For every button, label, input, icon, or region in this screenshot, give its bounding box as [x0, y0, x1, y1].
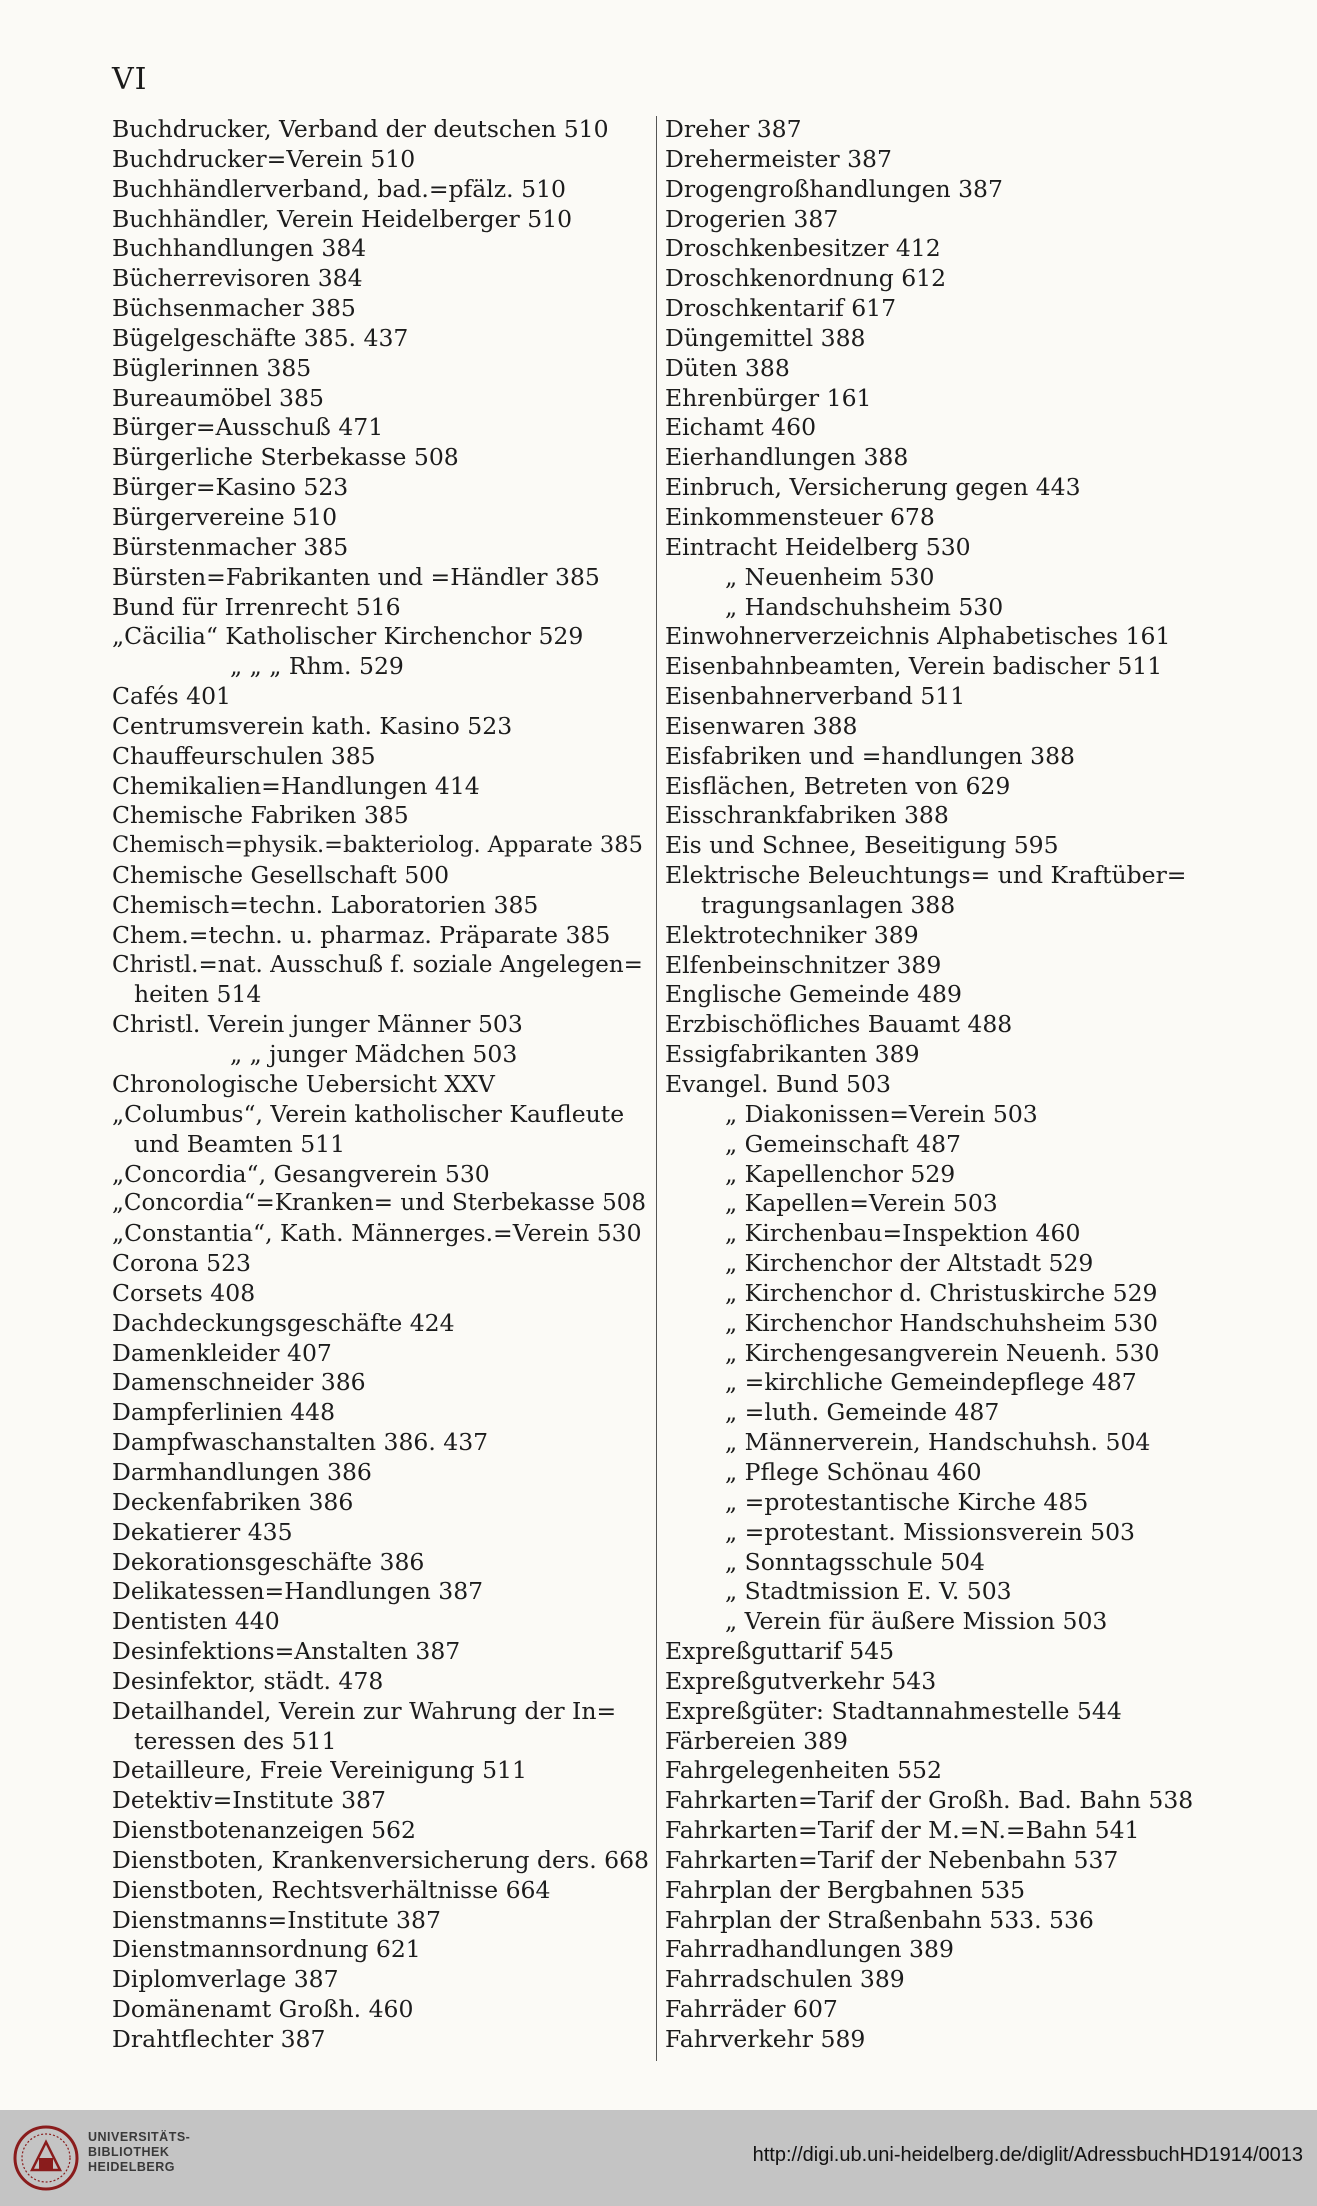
- university-library-seal-icon: [12, 2124, 80, 2192]
- index-entry: Eisschrankfabriken 388: [665, 801, 949, 830]
- footer-bar: [0, 2110, 1317, 2206]
- index-entry: Buchhändler, Verein Heidelberger 510: [112, 204, 573, 233]
- index-entry: „ Sonntagsschule 504: [725, 1547, 985, 1576]
- index-entry: „Cäcilia“ Katholischer Kirchenchor 529: [112, 622, 584, 651]
- index-entry: Eisenbahnbeamten, Verein badischer 511: [665, 652, 1163, 681]
- index-entry: Drogerien 387: [665, 204, 839, 233]
- index-entry: Dienstboten, Krankenversicherung ders. 668: [112, 1845, 649, 1874]
- index-column-left: [112, 115, 652, 2055]
- index-entry: Bürgervereine 510: [112, 502, 338, 531]
- index-entry: Bürsten=Fabrikanten und =Händler 385: [112, 562, 600, 591]
- index-entry: „Concordia“, Gesangverein 530: [112, 1159, 490, 1188]
- index-entry: Evangel. Bund 503: [665, 1070, 891, 1098]
- index-entry: Desinfektor, städt. 478: [112, 1666, 384, 1695]
- index-entry: „Constantia“, Kath. Männerges.=Verein 530: [112, 1219, 642, 1248]
- index-entry: Essigfabrikanten 389: [665, 1040, 920, 1069]
- index-entry: „ Kapellen=Verein 503: [725, 1189, 998, 1218]
- index-entry: Düngemittel 388: [665, 323, 866, 352]
- index-entry: Eierhandlungen 388: [665, 443, 909, 472]
- index-entry: „ Neuenheim 530: [725, 562, 935, 591]
- index-entry: Chemische Gesellschaft 500: [112, 861, 450, 890]
- index-entry: Fahrplan der Bergbahnen 535: [665, 1875, 1026, 1904]
- index-entry: „ Kirchenchor der Altstadt 529: [725, 1249, 1094, 1278]
- index-entry: Bügelgeschäfte 385. 437: [112, 323, 409, 352]
- index-entry: „ „ „ Rhm. 529: [230, 652, 404, 681]
- source-url-link[interactable]: http://digi.ub.uni-heidelberg.de/diglit/AdressbuchHD1914/0013: [752, 2144, 1303, 2166]
- index-entry: Damenkleider 407: [112, 1338, 332, 1367]
- index-entry: Expreßguttarif 545: [665, 1637, 895, 1666]
- index-entry: Eisenbahnerverband 511: [665, 682, 966, 711]
- index-entry: Fahrräder 607: [665, 1995, 838, 2024]
- index-entry: Dreher 387: [665, 115, 802, 143]
- index-entry: Dienstmannsordnung 621: [112, 1935, 421, 1964]
- index-entry: Fahrradschulen 389: [665, 1965, 905, 1994]
- index-entry: Dienstboten, Rechtsverhältnisse 664: [112, 1875, 551, 1904]
- index-entry: Expreßgutverkehr 543: [665, 1666, 937, 1695]
- index-entry: Drahtflechter 387: [112, 2025, 326, 2053]
- index-entry: Bürger=Kasino 523: [112, 473, 349, 502]
- index-entry: Buchhandlungen 384: [112, 234, 367, 263]
- index-entry: Droschkenordnung 612: [665, 264, 947, 293]
- index-entry: „ Stadtmission E. V. 503: [725, 1577, 1012, 1606]
- index-entry: Droschkentarif 617: [665, 294, 897, 323]
- index-entry: Elfenbeinschnitzer 389: [665, 950, 942, 979]
- index-entry: Chauffeurschulen 385: [112, 741, 376, 770]
- index-entry: Dekorationsgeschäfte 386: [112, 1547, 425, 1576]
- index-entry: „ =protestantische Kirche 485: [725, 1487, 1089, 1516]
- index-entry: Eisfabriken und =handlungen 388: [665, 741, 1075, 770]
- index-entry: Einkommensteuer 678: [665, 502, 935, 531]
- index-entry: Fahrradhandlungen 389: [665, 1935, 954, 1964]
- index-entry: Erzbischöfliches Bauamt 488: [665, 1010, 1013, 1039]
- index-entry: Einbruch, Versicherung gegen 443: [665, 473, 1081, 502]
- index-entry: „ Diakonissen=Verein 503: [725, 1099, 1038, 1128]
- index-entry: Fahrverkehr 589: [665, 2025, 866, 2053]
- library-name-line: HEIDELBERG: [88, 2160, 175, 2174]
- index-entry: Einwohnerverzeichnis Alphabetisches 161: [665, 622, 1171, 651]
- index-entry: Bureaumöbel 385: [112, 383, 324, 412]
- index-entry: Diplomverlage 387: [112, 1965, 339, 1994]
- index-entry: Detailleure, Freie Vereinigung 511: [112, 1756, 527, 1785]
- index-entry: „Concordia“=Kranken= und Sterbekasse 508: [112, 1190, 647, 1217]
- index-entry: und Beamten 511: [134, 1129, 346, 1158]
- index-entry: heiten 514: [134, 980, 262, 1009]
- index-entry: Buchhändlerverband, bad.=pfälz. 510: [112, 174, 566, 203]
- index-entry: Dampferlinien 448: [112, 1398, 336, 1427]
- index-entry: Büchsenmacher 385: [112, 294, 356, 323]
- index-entry: „ Pflege Schönau 460: [725, 1457, 982, 1486]
- index-entry: Damenschneider 386: [112, 1368, 366, 1397]
- index-entry: Fahrkarten=Tarif der Nebenbahn 537: [665, 1845, 1119, 1874]
- index-entry: Drogengroßhandlungen 387: [665, 174, 1003, 203]
- index-entry: Dekatierer 435: [112, 1517, 293, 1546]
- index-entry: „ =protestant. Missionsverein 503: [725, 1517, 1135, 1546]
- index-entry: Fahrplan der Straßenbahn 533. 536: [665, 1905, 1094, 1934]
- index-entry: Bürgerliche Sterbekasse 508: [112, 443, 459, 472]
- index-column-right: [665, 115, 1205, 2055]
- index-entry: „Columbus“, Verein katholischer Kaufleute: [112, 1099, 625, 1128]
- index-entry: Dienstmanns=Institute 387: [112, 1905, 441, 1934]
- index-entry: „ Handschuhsheim 530: [725, 592, 1004, 621]
- index-entry: Delikatessen=Handlungen 387: [112, 1577, 484, 1606]
- index-entry: Dienstbotenanzeigen 562: [112, 1816, 416, 1845]
- index-entry: Eisflächen, Betreten von 629: [665, 771, 1011, 800]
- index-entry: „ Männerverein, Handschuhsh. 504: [725, 1428, 1151, 1457]
- index-entry: Düten 388: [665, 353, 790, 382]
- index-entry: Dampfwaschanstalten 386. 437: [112, 1428, 489, 1457]
- index-entry: Christl.=nat. Ausschuß f. soziale Angelegen=: [112, 951, 643, 978]
- index-entry: Färbereien 389: [665, 1726, 848, 1755]
- column-divider: [656, 116, 657, 2061]
- index-entry: Corsets 408: [112, 1278, 256, 1307]
- index-entry: „ „ junger Mädchen 503: [230, 1040, 518, 1069]
- index-entry: Darmhandlungen 386: [112, 1457, 372, 1486]
- index-entry: Ehrenbürger 161: [665, 383, 872, 412]
- index-entry: Detektiv=Institute 387: [112, 1786, 386, 1815]
- index-entry: teressen des 511: [134, 1726, 337, 1755]
- index-entry: Bürstenmacher 385: [112, 532, 349, 561]
- index-entry: Deckenfabriken 386: [112, 1487, 354, 1516]
- index-entry: Corona 523: [112, 1249, 251, 1278]
- index-entry: Elektrische Beleuchtungs= und Kraftüber=: [665, 861, 1187, 890]
- index-entry: Bürger=Ausschuß 471: [112, 413, 384, 442]
- index-entry: „ Verein für äußere Mission 503: [725, 1607, 1108, 1636]
- index-entry: Büglerinnen 385: [112, 353, 312, 382]
- index-entry: Eisenwaren 388: [665, 711, 858, 740]
- index-entry: „ =luth. Gemeinde 487: [725, 1398, 1000, 1427]
- library-name-line: UNIVERSITÄTS-: [88, 2130, 191, 2144]
- index-entry: Expreßgüter: Stadtannahmestelle 544: [665, 1696, 1122, 1725]
- index-entry: Buchdrucker, Verband der deutschen 510: [112, 115, 609, 143]
- index-entry: Dachdeckungsgeschäfte 424: [112, 1308, 455, 1337]
- index-entry: Eintracht Heidelberg 530: [665, 532, 971, 561]
- index-entry: Domänenamt Großh. 460: [112, 1995, 414, 2024]
- index-entry: Detailhandel, Verein zur Wahrung der In=: [112, 1696, 617, 1725]
- index-entry: Fahrgelegenheiten 552: [665, 1756, 942, 1785]
- index-entry: Drehermeister 387: [665, 144, 892, 173]
- index-entry: „ Kirchenbau=Inspektion 460: [725, 1219, 1081, 1248]
- index-entry: „ Kapellenchor 529: [725, 1159, 956, 1188]
- index-entry: Bund für Irrenrecht 516: [112, 592, 401, 621]
- index-entry: Dentisten 440: [112, 1607, 280, 1636]
- index-entry: Chemisch=techn. Laboratorien 385: [112, 890, 539, 919]
- library-name-line: BIBLIOTHEK: [88, 2145, 170, 2159]
- index-entry: Fahrkarten=Tarif der M.=N.=Bahn 541: [665, 1816, 1140, 1845]
- index-entry: Eichamt 460: [665, 413, 817, 442]
- index-entry: Eis und Schnee, Beseitigung 595: [665, 831, 1059, 860]
- index-entry: Chronologische Uebersicht XXV: [112, 1070, 495, 1098]
- index-entry: Desinfektions=Anstalten 387: [112, 1637, 461, 1666]
- index-entry: Elektrotechniker 389: [665, 920, 919, 949]
- index-entry: Chem.=techn. u. pharmaz. Präparate 385: [112, 920, 611, 949]
- index-entry: „ =kirchliche Gemeindepflege 487: [725, 1368, 1137, 1397]
- index-entry: Englische Gemeinde 489: [665, 980, 962, 1009]
- index-entry: Cafés 401: [112, 682, 231, 711]
- library-name: [88, 2130, 190, 2175]
- index-entry: Chemische Fabriken 385: [112, 801, 409, 830]
- page-number: VI: [112, 62, 148, 97]
- index-entry: „ Kirchenchor Handschuhsheim 530: [725, 1308, 1158, 1337]
- index-entry: Centrumsverein kath. Kasino 523: [112, 711, 513, 740]
- index-entry: „ Kirchengesangverein Neuenh. 530: [725, 1338, 1160, 1367]
- index-entry: „ Gemeinschaft 487: [725, 1129, 961, 1158]
- index-entry: Droschkenbesitzer 412: [665, 234, 941, 263]
- index-entry: Christl. Verein junger Männer 503: [112, 1010, 523, 1039]
- index-entry: Buchdrucker=Verein 510: [112, 144, 416, 173]
- index-entry: tragungsanlagen 388: [701, 890, 956, 919]
- index-entry: Chemisch=physik.=bakteriolog. Apparate 385: [112, 832, 643, 859]
- index-entry: Bücherrevisoren 384: [112, 264, 363, 293]
- index-entry: Fahrkarten=Tarif der Großh. Bad. Bahn 538: [665, 1786, 1194, 1815]
- index-entry: „ Kirchenchor d. Christuskirche 529: [725, 1278, 1158, 1307]
- index-entry: Chemikalien=Handlungen 414: [112, 771, 480, 800]
